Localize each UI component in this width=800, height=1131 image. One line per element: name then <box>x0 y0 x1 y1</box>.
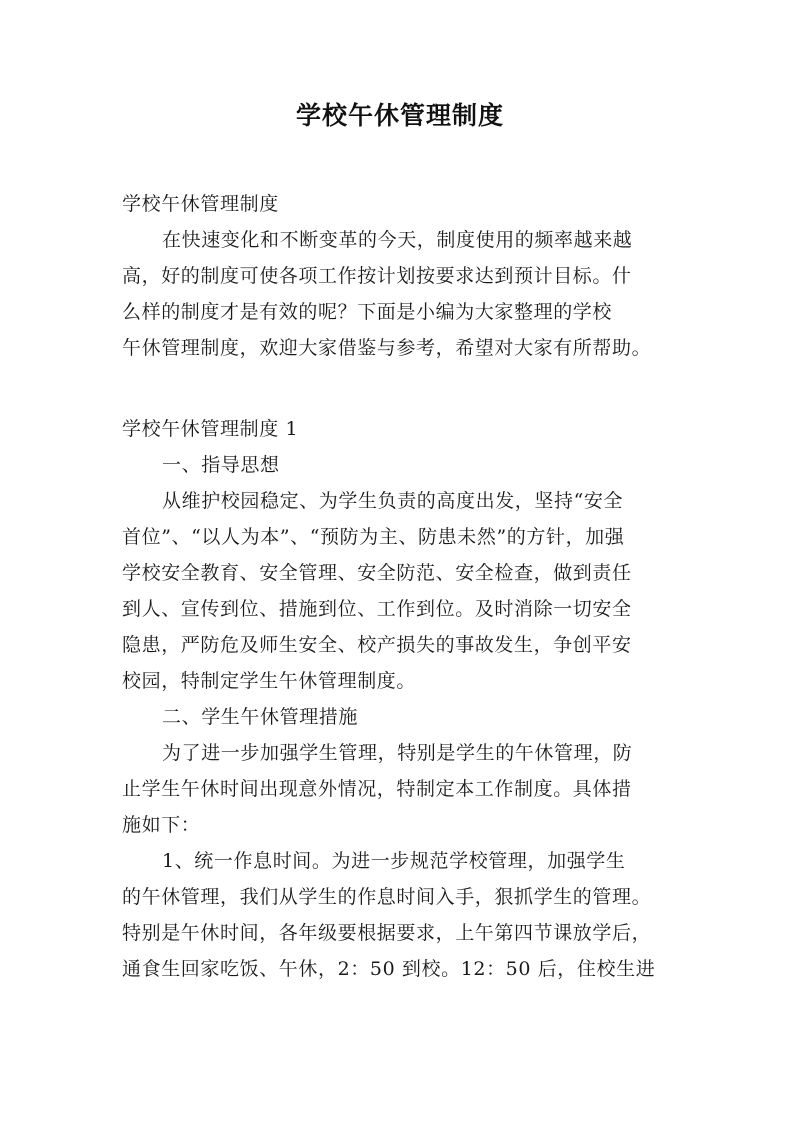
paragraph-line: 从维护校园稳定、为学生负责的高度出发，坚持“安全 <box>162 490 624 512</box>
paragraph-line: 校园，特制定学生午休管理制度。 <box>122 670 417 692</box>
intro-line: 高，好的制度可使各项工作按计划按要求达到预计目标。什 <box>122 265 632 287</box>
paragraph-line: 止学生午休时间出现意外情况，特制定本工作制度。具体措 <box>122 778 632 800</box>
paragraph-line: 通食生回家吃饭、午休，2：50 到校。12：50 后，住校生进 <box>122 958 656 980</box>
section-1 <box>122 411 682 987</box>
paragraph-line: 特别是午休时间，各年级要根据要求，上午第四节课放学后， <box>122 922 652 944</box>
paragraph-line: 1、统一作息时间。为进一步规范学校管理，加强学生 <box>162 850 626 872</box>
paragraph-line: 施如下： <box>122 814 201 836</box>
document-title: 学校午休管理制度 <box>295 101 504 130</box>
intro-line: 么样的制度才是有效的呢？下面是小编为大家整理的学校 <box>122 301 613 323</box>
intro-line: 在快速变化和不断变革的今天，制度使用的频率越来越 <box>162 229 633 251</box>
paragraph-line: 的午休管理，我们从学生的作息时间入手，狠抓学生的管理。 <box>122 886 652 908</box>
part-heading: 一、指导思想 <box>162 454 280 476</box>
paragraph-line: 隐患，严防危及师生安全、校产损失的事故发生，争创平安 <box>122 634 632 656</box>
section-heading: 学校午休管理制度 1 <box>122 418 299 440</box>
intro-subtitle: 学校午休管理制度 <box>122 193 279 215</box>
paragraph-line: 首位”、“以人为本”、“预防为主、防患未然”的方针，加强 <box>122 526 625 548</box>
part-heading: 二、学生午休管理措施 <box>162 706 359 728</box>
paragraph-line: 学校安全教育、安全管理、安全防范、安全检查，做到责任 <box>122 562 632 584</box>
intro-line: 午休管理制度，欢迎大家借鉴与参考，希望对大家有所帮助。 <box>122 337 652 359</box>
paragraph-line: 到人、宣传到位、措施到位、工作到位。及时消除一切安全 <box>122 598 632 620</box>
paragraph-line: 为了进一步加强学生管理，特别是学生的午休管理，防 <box>162 742 633 764</box>
intro-block <box>122 186 682 366</box>
